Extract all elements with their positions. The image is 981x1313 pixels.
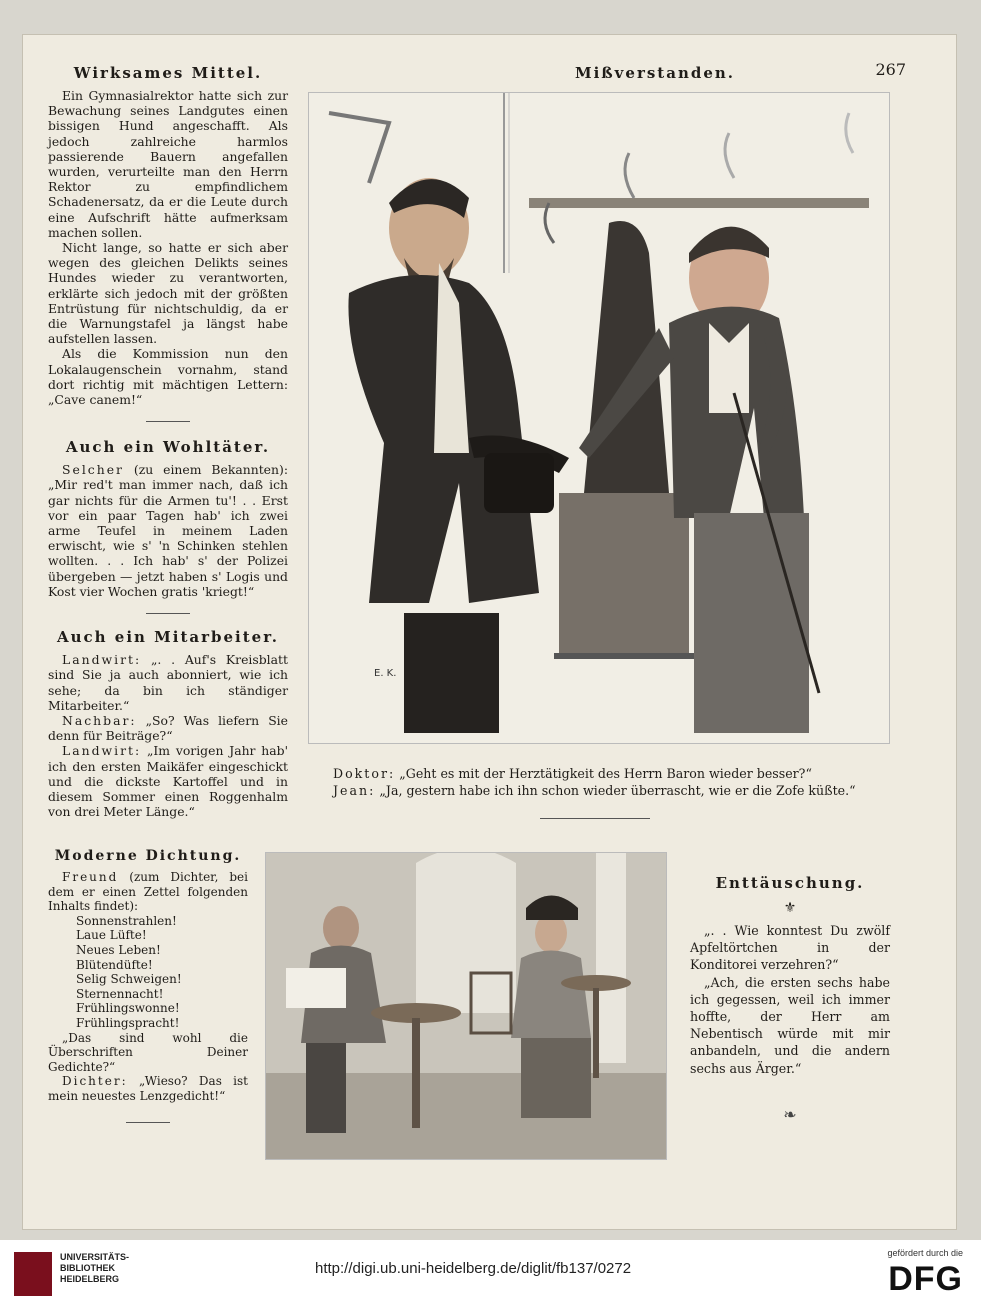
- footer-bar: [0, 1240, 981, 1313]
- story-title: Wirksames Mittel.: [73, 64, 263, 82]
- dialogue: „Geht es mit der Herztätigkeit des Herrn Baron wieder besser?“: [399, 766, 812, 781]
- story-title: Auch ein Wohltäter.: [65, 438, 271, 457]
- dialogue: „Im vorigen Jahr hab' ich den ersten Maikäfer eingeschickt und die dickste Kartoffel und in diesem Sommer einen Roggenhalm von drei Meter Länge.“: [48, 743, 288, 820]
- story-title: Auch ein Mitarbeiter.: [57, 628, 279, 647]
- paragraph: Nicht lange, so hatte er sich aber wegen des gleichen Delikts seines Hundes wieder zu verantworten, erklärte sich jedoch mit der größten Entrüstung für nichtschuldig, da er die Warnungstafel ja längst habe aufstellen lassen.: [48, 240, 288, 347]
- poem-line: Laue Lüfte!: [76, 928, 147, 943]
- paragraph: Als die Kommission nun den Lokalaugenschein vornahm, stand dort richtig mit mächtigen Lettern: „Cave canem!“: [48, 346, 288, 408]
- story-title: Enttäuschung.: [715, 874, 865, 892]
- poem-line: Sternennacht!: [76, 986, 164, 1001]
- left-column: [48, 64, 288, 819]
- dialogue: „Wieso? Das ist mein neuestes Lenzgedicht!“: [48, 1074, 248, 1103]
- library-logo-icon: [14, 1252, 52, 1296]
- cartoon-caption: [333, 765, 893, 799]
- funding-note: gefördert durch die: [887, 1248, 963, 1258]
- story-title: Moderne Dichtung.: [54, 848, 242, 864]
- poem-line: Selig Schweigen!: [76, 972, 182, 987]
- speaker: Landwirt:: [62, 652, 142, 668]
- dialogue: „Ach, die ersten sechs habe ich gegessen, weil ich immer hoffte, der Herr am Nebentisch würde mit mir anbandeln, und die andern sechs aus Ärger.“: [690, 974, 890, 1076]
- story-title: Mißverstanden.: [574, 64, 736, 82]
- divider: [126, 1122, 170, 1123]
- ornament-icon: ⚜: [783, 900, 797, 916]
- dialogue: „Ja, gestern habe ich ihn schon wieder überrascht, wie er die Zofe küßte.“: [379, 783, 856, 798]
- dialogue: „Das sind wohl die Überschriften Deiner Gedichte?“: [48, 1030, 248, 1074]
- story-enttaeuschung: [690, 874, 890, 1124]
- dfg-logo: DFG: [888, 1260, 963, 1298]
- speaker: Doktor:: [333, 766, 396, 781]
- dialogue: „. . Wie konntest Du zwölf Apfeltörtchen in der Konditorei verzehren?“: [690, 923, 890, 973]
- speaker: Nachbar:: [62, 712, 137, 728]
- artist-signature: E. K.: [374, 668, 397, 679]
- poem-line: Frühlingspracht!: [76, 1015, 180, 1030]
- speaker: Landwirt:: [62, 743, 142, 759]
- divider: [146, 613, 190, 614]
- divider: [540, 818, 650, 819]
- paragraph: Ein Gymnasialrektor hatte sich zur Bewachung seines Landgutes einen bissigen Hund angeschafft. Als jedoch zahlreiche harmlos passierende Bauern angefallen wurden, verurteilte man den Herrn Rektor zu empfindlichem Schadenersatz, da er die Leute durch eine Aufschrift hätte aufmerksam machen sollen.: [48, 88, 288, 240]
- speaker: Selcher: [62, 462, 124, 478]
- library-name-line: UNIVERSITÄTS-: [60, 1252, 130, 1262]
- page-number: 267: [875, 60, 906, 79]
- poem-line: Blütendüfte!: [76, 957, 153, 972]
- dialogue: „. . Auf's Kreisblatt sind Sie ja auch abonniert, wie ich sehe; da bin ich ständiger Mitarbeiter.“: [48, 652, 288, 713]
- dialogue: „So? Was liefern Sie denn für Beiträge?“: [48, 712, 288, 744]
- speaker: Freund: [62, 870, 119, 884]
- fleuron-icon: ❧: [783, 1104, 797, 1124]
- library-name-line: BIBLIOTHEK: [60, 1263, 115, 1273]
- dialogue: (zum Dichter, bei dem er einen Zettel folgenden Inhalts findet):: [48, 870, 248, 914]
- library-name-line: HEIDELBERG: [60, 1274, 120, 1284]
- speaker: Jean:: [333, 783, 376, 798]
- dialogue: (zu einem Bekannten): „Mir red't man immer nach, daß ich gar nichts für die Armen tu'! . . Erst vor ein paar Tagen hab' ich zwei arme Teufel in meinem Laden erwischt, wie s' 'n Schinken stehlen wollten. . . Ich hab' s' der Polizei übergeben — jetzt haben s' Logis und Kost vier Wochen gratis 'kriegt!“: [48, 462, 288, 599]
- illustration-doctor-and-butler: [308, 92, 890, 744]
- poem-line: Frühlingswonne!: [76, 1001, 180, 1016]
- illustration-drawing: [266, 853, 666, 1159]
- illustration-cafe-scene: [265, 852, 667, 1160]
- illustration-drawing: [309, 93, 889, 743]
- library-name: [60, 1252, 129, 1285]
- poem-line: Sonnenstrahlen!: [76, 913, 177, 928]
- permalink-url[interactable]: http://digi.ub.uni-heidelberg.de/diglit/fb137/0272: [315, 1260, 632, 1277]
- story-moderne-dichtung: [48, 848, 248, 1123]
- poem-line: Neues Leben!: [76, 942, 161, 957]
- divider: [146, 421, 190, 422]
- speaker: Dichter:: [62, 1074, 128, 1089]
